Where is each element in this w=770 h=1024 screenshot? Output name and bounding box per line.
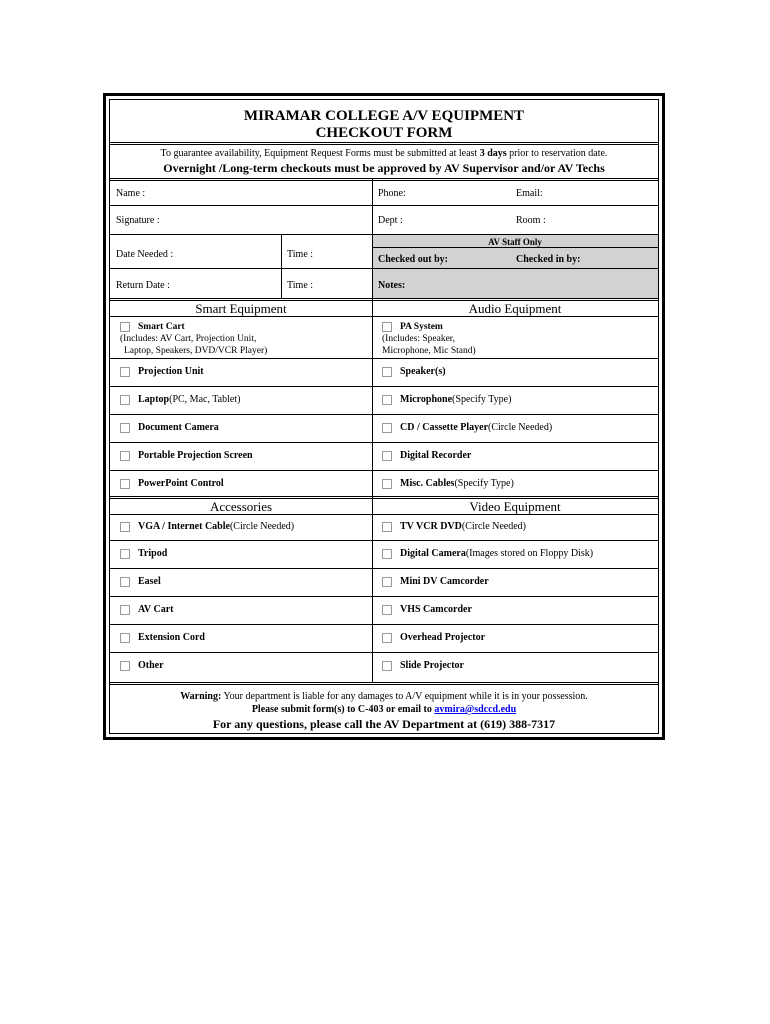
item-name: Document Camera (138, 422, 219, 433)
item-name: VGA / Internet Cable (138, 521, 230, 532)
divider (110, 624, 658, 625)
audio-equipment-header: Audio Equipment (468, 301, 562, 316)
list-item (120, 450, 253, 461)
checked-out-label: Checked out by: (378, 254, 449, 265)
item-name: PA System (400, 322, 443, 332)
item-note: Microphone, Mic Stand) (382, 346, 476, 356)
list-item (382, 604, 472, 615)
checkbox[interactable] (120, 577, 130, 587)
item-name: Digital Recorder (400, 450, 472, 461)
time-needed-label: Time : (287, 249, 314, 260)
checkbox[interactable] (120, 367, 130, 377)
item-name: Projection Unit (138, 366, 204, 377)
smart-cart-item (120, 321, 267, 357)
item-note: (Specify Type) (452, 394, 512, 405)
divider (110, 682, 658, 685)
checkbox[interactable] (120, 395, 130, 405)
email-link[interactable]: avmira@sdccd.edu (434, 704, 517, 715)
checkbox[interactable] (382, 367, 392, 377)
list-item (382, 632, 485, 643)
form-inner-border (109, 99, 659, 734)
divider (110, 568, 658, 569)
divider (110, 442, 658, 443)
questions-contact: For any questions, please call the AV Department at (619) 388-7317 (212, 717, 556, 731)
submit-text: Please submit form(s) to C-403 or email to (251, 704, 435, 715)
item-name: Misc. Cables (400, 478, 455, 489)
list-item (382, 660, 464, 671)
item-name: VHS Camcorder (400, 604, 472, 615)
divider (110, 358, 658, 359)
list-item (382, 366, 446, 377)
list-item (382, 548, 593, 559)
list-item (120, 394, 240, 405)
divider (110, 178, 658, 181)
warning-body: Your department is liable for any damages to A/V equipment while it is in your possession. (221, 691, 588, 702)
smart-equipment-header: Smart Equipment (195, 301, 287, 316)
list-item (120, 521, 294, 532)
list-item (120, 576, 161, 587)
item-name: Easel (138, 576, 161, 587)
list-item (382, 422, 552, 433)
form-title-line2: CHECKOUT FORM (315, 125, 453, 141)
item-note: (Circle Needed) (488, 422, 553, 433)
item-note: (Specify Type) (454, 478, 514, 489)
divider (110, 540, 658, 541)
item-name: Speaker(s) (400, 366, 446, 377)
checkbox[interactable] (382, 522, 392, 532)
name-label: Name : (116, 188, 146, 199)
item-name: CD / Cassette Player (400, 422, 489, 433)
item-name: Overhead Projector (400, 632, 486, 643)
checkbox[interactable] (382, 451, 392, 461)
item-note: (Circle Needed) (229, 521, 295, 532)
av-staff-header: AV Staff Only (488, 237, 542, 247)
divider (110, 470, 658, 471)
divider (110, 596, 658, 597)
checkbox[interactable] (120, 522, 130, 532)
divider (110, 142, 658, 145)
list-item (120, 604, 173, 615)
return-date-label: Return Date : (116, 280, 170, 291)
item-name: Portable Projection Screen (138, 450, 253, 461)
divider (110, 386, 658, 387)
warning-text (110, 691, 658, 702)
checkbox[interactable] (120, 549, 130, 559)
checkbox[interactable] (382, 423, 392, 433)
list-item (120, 422, 219, 433)
divider (281, 234, 282, 298)
list-item (120, 366, 204, 377)
checkbox[interactable] (120, 451, 130, 461)
item-name: AV Cart (138, 604, 174, 615)
dept-label: Dept : (378, 215, 403, 226)
item-name: Tripod (138, 548, 168, 559)
notice-pre: To guarantee availability, Equipment Request Forms must be submitted at least (160, 148, 480, 159)
checkbox[interactable] (382, 605, 392, 615)
checkbox[interactable] (120, 479, 130, 489)
checkbox[interactable] (382, 395, 392, 405)
item-name: Slide Projector (400, 660, 464, 671)
divider (372, 247, 658, 248)
item-note: (Circle Needed) (461, 521, 527, 532)
item-name: Microphone (400, 394, 453, 405)
list-item (120, 632, 205, 643)
return-time-label: Time : (287, 280, 314, 291)
pa-system-item (382, 321, 476, 357)
phone-label: Phone: (378, 188, 406, 199)
pa-system-checkbox[interactable] (382, 322, 392, 332)
form-title-line1: MIRAMAR COLLEGE A/V EQUIPMENT (243, 108, 525, 124)
item-note: (PC, Mac, Tablet) (169, 394, 241, 405)
smart-cart-checkbox[interactable] (120, 322, 130, 332)
list-item (120, 660, 164, 671)
checkout-form (103, 93, 665, 740)
warning-label: Warning: (180, 691, 222, 702)
item-name: Extension Cord (138, 632, 205, 643)
item-name: TV VCR DVD (400, 521, 462, 532)
checkbox[interactable] (382, 549, 392, 559)
checkbox[interactable] (120, 661, 130, 671)
submission-notice (110, 148, 658, 159)
divider (110, 652, 658, 653)
item-name: Smart Cart (138, 322, 185, 332)
checkbox[interactable] (120, 423, 130, 433)
checkbox[interactable] (382, 577, 392, 587)
accessories-header: Accessories (209, 499, 273, 514)
divider (110, 205, 658, 206)
item-name: Laptop (138, 394, 170, 405)
notice-post: prior to reservation date. (506, 148, 608, 159)
item-note: (Images stored on Floppy Disk) (465, 548, 594, 559)
list-item (120, 548, 167, 559)
room-label: Room : (516, 215, 546, 226)
checkbox[interactable] (382, 633, 392, 643)
list-item (382, 450, 471, 461)
email-label: Email: (516, 188, 543, 199)
item-note: (Includes: AV Cart, Projection Unit, (120, 334, 257, 344)
divider (372, 496, 373, 682)
notes-label: Notes: (378, 280, 406, 291)
divider (372, 298, 373, 496)
checkbox[interactable] (382, 661, 392, 671)
divider (110, 268, 658, 269)
item-note: (Includes: Speaker, (382, 334, 455, 344)
signature-label: Signature : (116, 215, 160, 226)
list-item (382, 394, 511, 405)
divider (110, 414, 658, 415)
overnight-notice: Overnight /Long-term checkouts must be approved by AV Supervisor and/or AV Techs (163, 161, 605, 175)
notice-days: 3 days (479, 148, 507, 159)
list-item (120, 478, 224, 489)
item-name: Digital Camera (400, 548, 466, 559)
date-needed-label: Date Needed : (116, 249, 174, 260)
submit-instructions (110, 704, 658, 715)
checked-in-label: Checked in by: (516, 254, 581, 265)
divider (110, 316, 658, 317)
item-name: PowerPoint Control (138, 478, 224, 489)
divider (372, 179, 373, 298)
item-note: Laptop, Speakers, DVD/VCR Player) (124, 346, 268, 356)
checkbox[interactable] (120, 633, 130, 643)
item-name: Mini DV Camcorder (400, 576, 489, 587)
video-equipment-header: Video Equipment (469, 499, 561, 514)
item-name: Other (138, 660, 164, 671)
list-item (382, 478, 514, 489)
list-item (382, 576, 489, 587)
checkbox[interactable] (120, 605, 130, 615)
checkbox[interactable] (382, 479, 392, 489)
list-item (382, 521, 526, 532)
divider (110, 514, 658, 515)
